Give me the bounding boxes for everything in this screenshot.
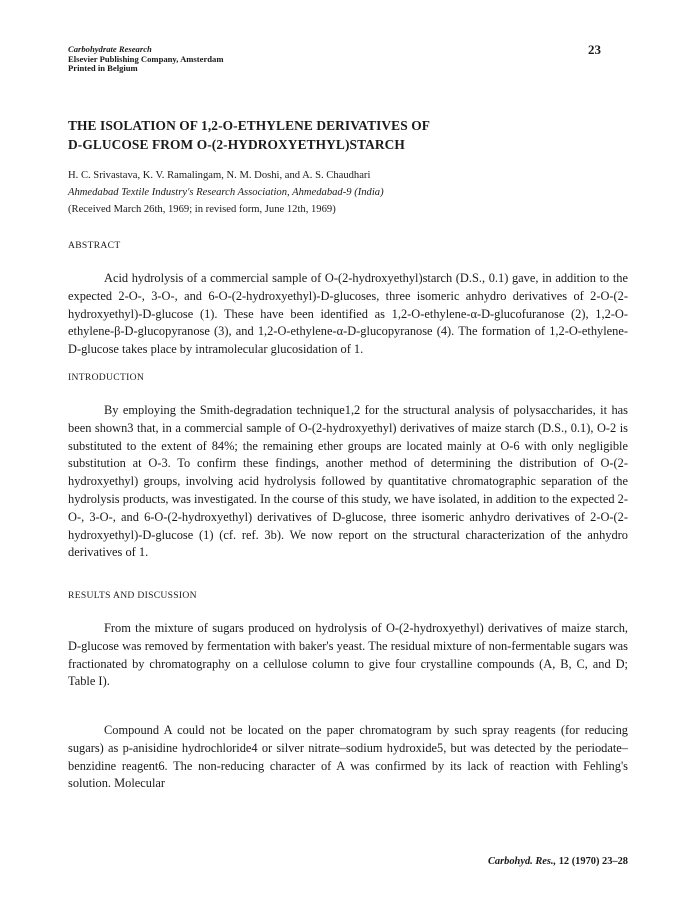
footer-citation: 12 (1970) 23–28	[558, 856, 628, 867]
title-line-1: THE ISOLATION OF 1,2-O-ETHYLENE DERIVATIVES OF	[68, 118, 430, 133]
printed-line: Printed in Belgium	[68, 63, 138, 74]
introduction-heading: INTRODUCTION	[68, 372, 145, 383]
abstract-text: Acid hydrolysis of a commercial sample of O-(2-hydroxyethyl)starch (D.S., 0.1) gave, in addition to the expected 2-O-, 3-O-, and 6-O-(2-hydroxyethyl)-D-glucoses, three isomeric anhydro derivatives of 2-O-(2-hydroxyethyl)-D-glucose (1). These have been identified as 1,2-O-ethylene-α-D-glucofuranose (2), 1,2-O-ethylene-β-D-glucopyranose (3), and 1,2-O-ethylene-α-D-glucopyranose (4). The formation of 1,2-O-ethylene-D-glucose takes place by intramolecular glucosidation of 1.	[68, 271, 628, 357]
results-paragraph-1	[68, 620, 628, 691]
abstract-paragraph	[68, 270, 628, 359]
introduction-paragraph	[68, 402, 628, 562]
results-text-1: From the mixture of sugars produced on hydrolysis of O-(2-hydroxyethyl) derivatives of maize starch, D-glucose was removed by fermentation with baker's yeast. The residual mixture of non-fermentable sugars was fractionated by chromatography on a cellulose column to give four crystalline compounds (A, B, C, and D; Table I).	[68, 621, 628, 689]
results-text-2: Compound A could not be located on the paper chromatogram by such spray reagents (for reducing sugars) as p-anisidine hydrochloride4 or silver nitrate–sodium hydroxide5, but was detected by the periodate–benzidine reagent6. The non-reducing character of A was confirmed by its lack of reaction with Fehling's solution. Molecular	[68, 723, 628, 791]
publisher-line: Elsevier Publishing Company, Amsterdam	[68, 53, 224, 64]
journal-name: Carbohydrate Research	[68, 44, 152, 54]
results-heading: RESULTS AND DISCUSSION	[68, 590, 197, 601]
page-number: 23	[588, 42, 601, 57]
received-date: (Received March 26th, 1969; in revised form, June 12th, 1969)	[68, 204, 336, 215]
title-line-2: D-GLUCOSE FROM O-(2-HYDROXYETHYL)STARCH	[68, 137, 405, 152]
author-list: H. C. Srivastava, K. V. Ramalingam, N. M. Doshi, and A. S. Chaudhari	[68, 170, 371, 181]
affiliation: Ahmedabad Textile Industry's Research Association, Ahmedabad-9 (India)	[68, 187, 384, 198]
page-footer	[400, 856, 628, 867]
footer-journal: Carbohyd. Res.,	[488, 856, 557, 867]
article-title	[68, 116, 628, 154]
journal-header	[68, 45, 224, 74]
introduction-text: By employing the Smith-degradation technique1,2 for the structural analysis of polysaccharides, it has been shown3 that, in a commercial sample of O-(2-hydroxyethyl) derivatives of maize starch (D.S., 0.1), O-2 is substituted to the extent of 84%; the remaining ether groups are located mainly at O-6 with only negligible substitution at O-3. To confirm these findings, another method of determining the distribution of O-(2-hydroxyethyl) groups, involving acid hydrolysis followed by quantitative chromatographic separation of the hydrolysis products, was investigated. In the course of this study, we have isolated, in addition to the expected 2-O-, 3-O-, and 6-O-(2-hydroxyethyl) derivatives of D-glucose, three isomeric anhydro derivatives of 2-O-(2-hydroxyethyl)-D-glucose (1) (cf. ref. 3b). We now report on the structural characterization of the anhydro derivatives of 1.	[68, 403, 628, 560]
results-paragraph-2	[68, 722, 628, 793]
abstract-heading: ABSTRACT	[68, 240, 121, 251]
